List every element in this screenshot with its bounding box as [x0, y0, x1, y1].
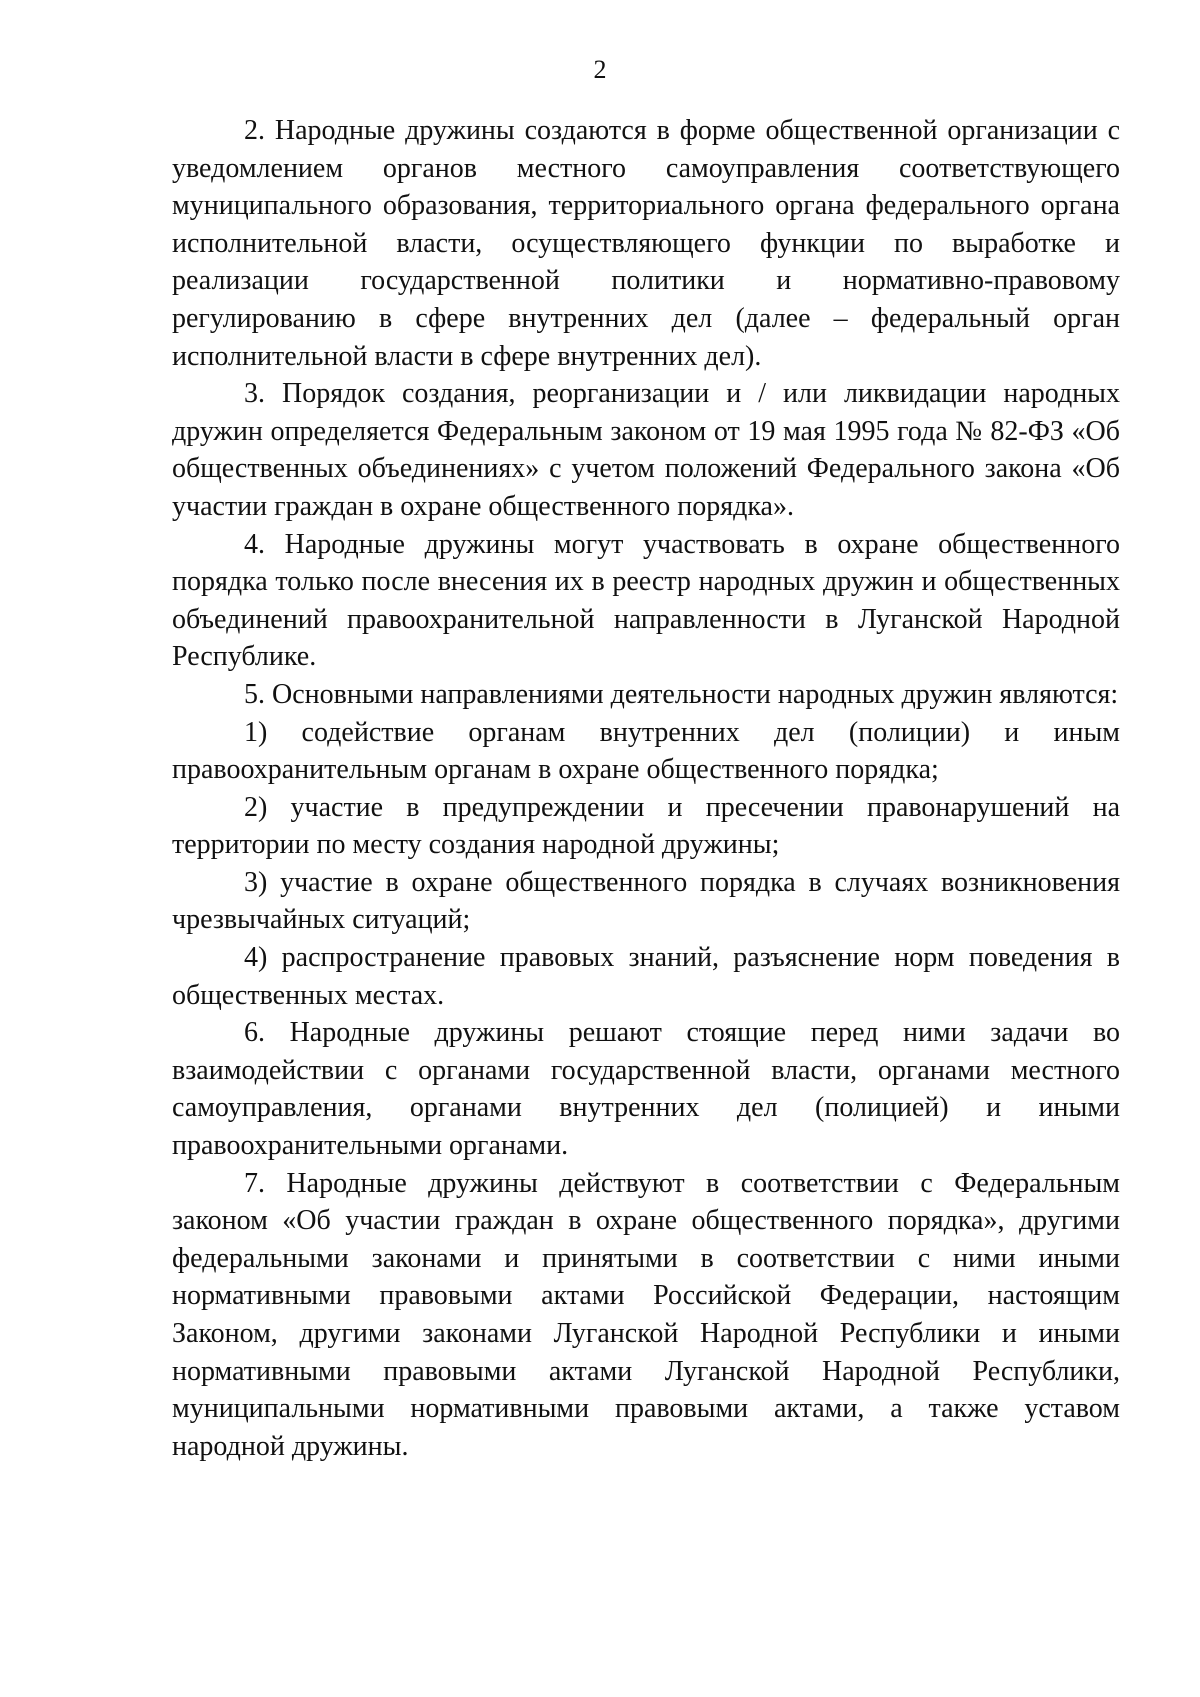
paragraph-item-2: 2. Народные дружины создаются в форме общественной организации с уведомлением органов местного самоуправления соответствующего муниципального образования, территориального органа федерального органа исполнительной власти, осуществляющего функции по выработке и реализации государственной политики и нормативно-правовому регулированию в сфере внутренних дел (далее – федеральный орган исполнительной власти в сфере внутренних дел). — [172, 115, 1120, 372]
paragraph-item-3: 3. Порядок создания, реорганизации и / или ликвидации народных дружин определяется Федеральным законом от 19 мая 1995 года № 82-ФЗ «Об общественных объединениях» с учетом положений Федерального закона «Об участии граждан в охране общественного порядка». — [172, 378, 1120, 522]
subparagraph-2: 2) участие в предупреждении и пресечении правонарушений на территории по месту создания народной дружины; — [172, 791, 1120, 861]
document-body — [172, 112, 1120, 1465]
paragraph-item-4: 4. Народные дружины могут участвовать в охране общественного порядка только после внесения их в реестр народных дружин и общественных объединений правоохранительной направленности в Луганской Народной Республике. — [172, 528, 1120, 673]
paragraph-item-7: 7. Народные дружины действуют в соответствии с Федеральным законом «Об участии граждан в охране общественного порядка», другими федеральными законами и принятыми в соответствии с ними иными нормативными правовыми актами Российской Федерации, настоящим Законом, другими законами Луганской Народной Республики и иными нормативными правовыми актами Луганской Народной Республики, муниципальными нормативными правовыми актами, а также уставом народной дружины. — [172, 1167, 1120, 1462]
paragraph-item-6: 6. Народные дружины решают стоящие перед ними задачи во взаимодействии с органами государственной власти, органами местного самоуправления, органами внутренних дел (полицией) и иными правоохранительными органами. — [172, 1017, 1120, 1162]
paragraph-item-5: 5. Основными направлениями деятельности народных дружин являются: — [244, 678, 1119, 710]
subparagraph-3: 3) участие в охране общественного порядка в случаях возникновения чрезвычайных ситуаций; — [172, 866, 1120, 936]
subparagraph-4: 4) распространение правовых знаний, разъяснение норм поведения в общественных местах. — [172, 942, 1120, 1011]
page-number: 2 — [593, 55, 607, 84]
subparagraph-1: 1) содействие органам внутренних дел (полиции) и иным правоохранительным органам в охране общественного порядка; — [172, 716, 1120, 786]
